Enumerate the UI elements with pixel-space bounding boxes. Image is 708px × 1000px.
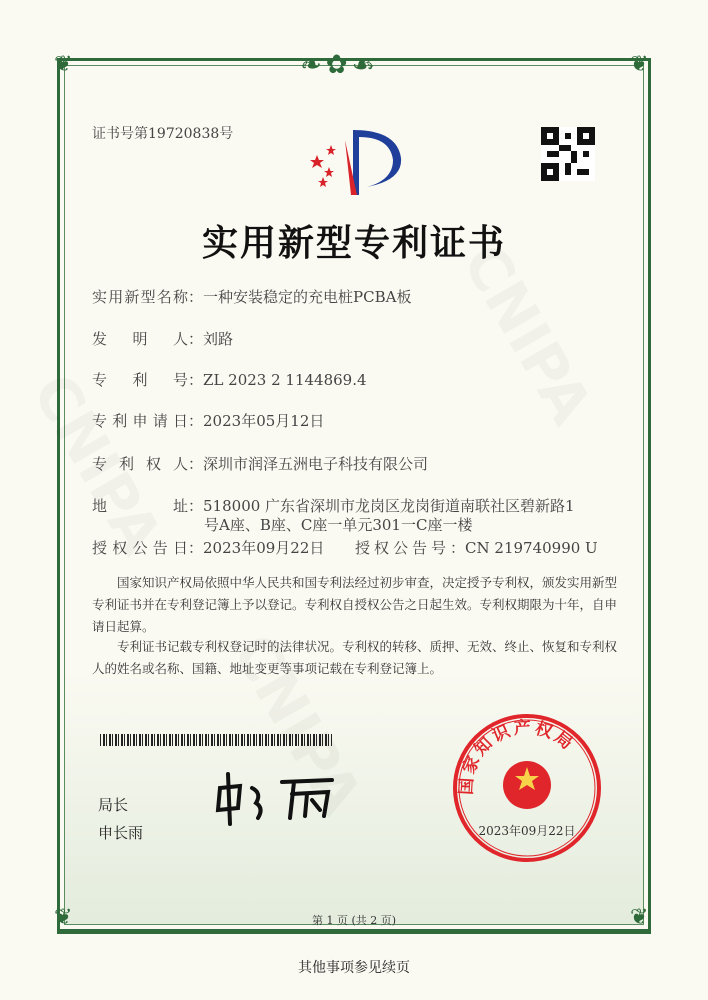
seal-text: 国家知识产权局 <box>456 717 579 796</box>
field-label: 授权公告号 <box>355 539 451 557</box>
field-address: 地址：518000 广东省深圳市龙岗区龙岗街道南联社区碧新路1 <box>92 497 575 515</box>
field-grant-date: 授权公告日：2023年09月22日 <box>92 539 325 557</box>
corner-ornament-icon: ❦ <box>630 52 649 77</box>
field-label: 专利申请日 <box>92 412 188 430</box>
official-seal <box>452 713 602 863</box>
field-label: 实用新型名称 <box>92 288 188 306</box>
barcode <box>100 734 332 746</box>
signatory-name: 申长雨 <box>98 824 144 842</box>
field-label: 专利权人 <box>92 455 188 473</box>
field-value: 深圳市润泽五洲电子科技有限公司 <box>203 455 429 473</box>
bottom-rule <box>57 930 651 934</box>
certificate-number: 证书号第19720838号 <box>92 126 234 142</box>
field-value: CN 219740990 U <box>465 539 598 557</box>
field-label: 授权公告日 <box>92 539 188 557</box>
legal-status-statement: 专利证书记载专利权登记时的法律状况。专利权的转移、质押、无效、终止、恢复和专利权人的姓名或名称、国籍、地址变更等事项记载在专利登记簿上。 <box>92 639 618 676</box>
corner-ornament-icon: ❦ <box>630 905 649 930</box>
certificate-title: 实用新型专利证书 <box>201 222 506 264</box>
corner-ornament-icon: ❦ <box>54 52 73 77</box>
cnipa-logo-icon <box>305 125 415 200</box>
grant-statement: 国家知识产权局依照中华人民共和国专利法经过初步审查，决定授予专利权，颁发实用新型专利证书并在专利登记簿上予以登记。专利权自授权公告之日起生效。专利权期限为十年，自申请日起算。 <box>92 575 618 634</box>
field-utility-model-name: 实用新型名称：一种安装稳定的充电桩PCBA板 <box>92 288 412 306</box>
field-application-date: 专利申请日：2023年05月12日 <box>92 412 325 430</box>
field-address-line2: 号A座、B座、C座一单元301一C座一楼 <box>204 516 473 534</box>
seal-date: 2023年09月22日 <box>478 824 576 838</box>
field-value: ZL 2023 2 1144869.4 <box>203 371 367 389</box>
field-label: 发明人 <box>92 330 188 348</box>
continued-note: 其他事项参见续页 <box>298 960 410 976</box>
handwritten-signature <box>212 768 362 839</box>
page-number: 第 1 页 (共 2 页) <box>311 914 397 927</box>
field-value: 一种安装稳定的充电桩PCBA板 <box>203 288 412 306</box>
field-patentee: 专利权人：深圳市润泽五洲电子科技有限公司 <box>92 455 429 473</box>
signatory-title: 局长 <box>98 796 129 814</box>
field-label: 专利号 <box>92 371 188 389</box>
field-patent-number: 专利号：ZL 2023 2 1144869.4 <box>92 371 367 389</box>
field-announcement-number: 授权公告号：CN 219740990 U <box>355 539 598 557</box>
field-value: 刘路 <box>203 330 234 348</box>
top-ornament-icon: ❧✿☙ <box>300 50 379 80</box>
field-value: 2023年09月22日 <box>203 539 325 557</box>
field-label: 地址 <box>92 497 188 515</box>
field-inventor: 发明人：刘路 <box>92 330 234 348</box>
qr-code <box>541 127 595 181</box>
corner-ornament-icon: ❦ <box>54 905 73 930</box>
field-value: 518000 广东省深圳市龙岗区龙岗街道南联社区碧新路1 <box>203 497 575 515</box>
field-value: 2023年05月12日 <box>203 412 325 430</box>
